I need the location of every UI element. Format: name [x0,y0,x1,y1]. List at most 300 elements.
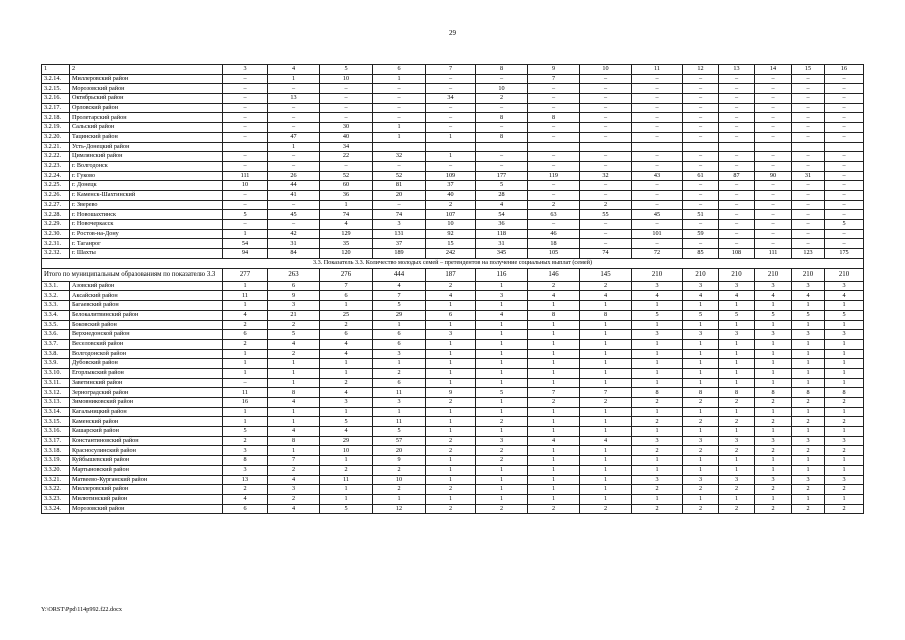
table-cell: – [683,190,719,200]
table-cell: 101 [632,229,683,239]
table-cell: 120 [320,249,373,259]
table-cell: 8 [476,132,528,142]
table-cell: 189 [373,249,426,259]
table-cell: 2 [719,504,755,514]
table-cell: 29 [373,310,426,320]
table-cell: 3.2.24. [42,171,70,181]
table-cell: 3 [373,349,426,359]
table-cell: 1 [580,320,632,330]
table-cell: 40 [320,132,373,142]
table-cell: 10 [373,475,426,485]
table-cell: 2 [792,446,825,456]
table-cell: – [632,132,683,142]
table-cell: – [755,132,792,142]
table-cell: 107 [426,210,476,220]
table-cell: 7 [528,74,580,84]
table-cell: – [719,220,755,230]
table-cell: 15 [426,239,476,249]
table-row [42,349,864,359]
table-cell: 1 [476,485,528,495]
table-cell: 1 [320,494,373,504]
table-cell: 1 [426,368,476,378]
table-row [42,94,864,104]
table-cell: 5 [719,310,755,320]
table-cell: – [632,181,683,191]
table-row [42,190,864,200]
table-cell: 4 [223,494,268,504]
table-cell: 4 [268,475,320,485]
table-cell: – [268,220,320,230]
table-cell: 1 [632,359,683,369]
table-cell: 7 [426,65,476,75]
table-cell: 3 [268,485,320,495]
table-cell: 3 [792,436,825,446]
table-cell: – [825,84,864,94]
table-cell: 4 [320,427,373,437]
table-cell: – [792,220,825,230]
table-cell: 345 [476,249,528,259]
table-cell: 2 [373,465,426,475]
table-cell: 1 [476,339,528,349]
table-cell: 5 [373,427,426,437]
total-value: 276 [320,268,373,281]
table-cell: – [580,181,632,191]
table-cell: Аксайский район [70,291,223,301]
table-cell: – [755,113,792,123]
table-cell: Миллеровский район [70,74,223,84]
table-cell: 1 [320,407,373,417]
table-cell: 3.3.3. [42,301,70,311]
table-cell: 1 [528,320,580,330]
table-cell: 4 [476,310,528,320]
table-cell: 84 [268,249,320,259]
table-cell: – [426,103,476,113]
table-cell: 1 [426,152,476,162]
table-row [42,320,864,330]
table-row [42,388,864,398]
table-cell: – [792,181,825,191]
table-cell: – [792,229,825,239]
table-cell: – [719,94,755,104]
table-cell: 4 [528,436,580,446]
table-cell: – [825,103,864,113]
table-cell: 3 [825,475,864,485]
table-cell: 3.3.5. [42,320,70,330]
table-cell: Веселовский район [70,339,223,349]
table-cell: 3.3.12. [42,388,70,398]
table-cell [426,142,476,152]
table-cell: Мартыновский район [70,465,223,475]
table-cell: 1 [476,378,528,388]
table-row [42,113,864,123]
table-cell: 3 [792,330,825,340]
table-cell: 35 [320,239,373,249]
table-cell: 45 [268,210,320,220]
table-cell: 6 [223,504,268,514]
table-cell: 4 [426,291,476,301]
table-cell: – [528,103,580,113]
table-cell: 3 [632,330,683,340]
table-row [42,249,864,259]
table-cell: 52 [373,171,426,181]
data-table [41,64,864,514]
table-cell: – [476,103,528,113]
table-cell: – [528,220,580,230]
table-cell: 46 [528,229,580,239]
table-cell: 2 [426,200,476,210]
table-cell: 4 [223,310,268,320]
table-cell: – [268,200,320,210]
table-cell: 105 [528,249,580,259]
table-cell: – [580,239,632,249]
table-cell: 1 [476,427,528,437]
table-cell: г. Каменск-Шахтинский [70,190,223,200]
table-cell: Милютинский район [70,494,223,504]
table-cell: 1 [476,349,528,359]
table-row [42,378,864,388]
table-cell: – [373,84,426,94]
table-cell: 1 [528,485,580,495]
table-cell: – [580,113,632,123]
table-cell: 3.2.17. [42,103,70,113]
table-cell: 92 [426,229,476,239]
table-cell: 1 [426,427,476,437]
table-cell: – [528,132,580,142]
table-row [42,132,864,142]
table-cell: 2 [792,417,825,427]
table-cell: – [632,123,683,133]
table-cell: 2 [426,504,476,514]
table-cell: 2 [825,398,864,408]
table-cell: 10 [476,84,528,94]
table-cell: 3 [792,475,825,485]
table-cell: 16 [223,398,268,408]
table-cell: 8 [223,456,268,466]
table-cell: Матвеево-Курганский район [70,475,223,485]
total-value: 210 [755,268,792,281]
table-cell: 4 [320,388,373,398]
table-cell: – [825,229,864,239]
table-cell: 1 [755,465,792,475]
total-label: Итого по муниципальным образованиям по показателю 3.3 [42,268,223,281]
table-cell: 6 [426,310,476,320]
table-cell: 7 [528,388,580,398]
table-cell: – [755,210,792,220]
table-cell: 3.3.24. [42,504,70,514]
table-cell: 3.3.6. [42,330,70,340]
table-cell: 74 [580,249,632,259]
table-cell: 5 [320,504,373,514]
table-cell: 90 [755,171,792,181]
table-cell: 42 [268,229,320,239]
table-cell: 1 [719,378,755,388]
table-cell: 1 [632,456,683,466]
table-cell: 3.2.16. [42,94,70,104]
table-cell: – [476,161,528,171]
table-cell: 3 [755,330,792,340]
table-cell: 1 [632,465,683,475]
table-cell: 10 [223,181,268,191]
table-cell: 2 [70,65,223,75]
table-cell: – [719,181,755,191]
table-cell: – [268,152,320,162]
table-cell: – [632,200,683,210]
table-cell: – [792,210,825,220]
table-cell: – [755,94,792,104]
table-row [42,200,864,210]
table-cell: 1 [719,339,755,349]
table-cell: 1 [373,123,426,133]
table-cell: 1 [580,494,632,504]
table-cell: 37 [426,181,476,191]
table-cell: – [373,161,426,171]
table-cell: 7 [580,388,632,398]
table-cell: 2 [268,349,320,359]
table-cell: – [719,103,755,113]
table-cell: 1 [426,359,476,369]
table-cell: – [755,200,792,210]
table-cell: 3.3.20. [42,465,70,475]
table-cell: 2 [373,368,426,378]
table-cell: 3.3.21. [42,475,70,485]
table-cell: – [683,94,719,104]
table-cell: 5 [223,210,268,220]
table-cell: 1 [320,200,373,210]
table-cell: 1 [825,427,864,437]
table-cell: г. Донецк [70,181,223,191]
table-cell [476,142,528,152]
table-cell: 3 [825,330,864,340]
table-cell: 2 [580,281,632,291]
table-cell: Волгодонской район [70,349,223,359]
table-cell: 1 [528,456,580,466]
table-cell: 3 [373,220,426,230]
table-cell: 118 [476,229,528,239]
table-cell: 6 [373,330,426,340]
table-cell: – [792,94,825,104]
table-cell: 3.2.21. [42,142,70,152]
table-cell: 1 [223,229,268,239]
table-cell: 10 [320,74,373,84]
table-body [42,65,864,514]
table-cell: 3 [755,436,792,446]
total-value: 146 [528,268,580,281]
table-cell: 1 [528,465,580,475]
table-cell: 109 [426,171,476,181]
table-cell: 44 [268,181,320,191]
table-cell: 1 [426,301,476,311]
table-cell: 2 [683,485,719,495]
table-cell: – [476,152,528,162]
table-cell: 1 [792,427,825,437]
table-cell: 4 [632,291,683,301]
table-cell: 1 [580,475,632,485]
table-cell: 9 [373,456,426,466]
table-cell: – [223,74,268,84]
table-cell: 1 [528,427,580,437]
table-cell: – [683,123,719,133]
table-cell: – [632,152,683,162]
table-cell: Морозовский район [70,84,223,94]
table-cell: – [580,94,632,104]
table-cell: 1 [683,427,719,437]
total-value: 263 [268,268,320,281]
table-cell: 1 [683,320,719,330]
table-cell: 2 [223,320,268,330]
table-cell: 2 [719,446,755,456]
table-cell: 1 [580,378,632,388]
table-cell: – [683,103,719,113]
table-cell: 5 [825,220,864,230]
table-cell: 31 [792,171,825,181]
table-cell: – [632,190,683,200]
table-cell: 74 [373,210,426,220]
table-cell: 1 [528,301,580,311]
table-cell: 25 [320,310,373,320]
table-cell: 2 [683,417,719,427]
table-cell: 1 [719,320,755,330]
table-cell: 3 [755,475,792,485]
table-cell: – [755,229,792,239]
table-cell: – [719,200,755,210]
table-cell: 61 [683,171,719,181]
table-cell: – [268,123,320,133]
table-cell: 3 [683,475,719,485]
table-cell: 1 [632,301,683,311]
table-cell: 52 [320,171,373,181]
table-row [42,161,864,171]
table-cell: – [223,113,268,123]
table-cell: 1 [528,446,580,456]
table-cell: – [792,123,825,133]
table-cell: 2 [476,417,528,427]
table-cell: 31 [268,239,320,249]
table-cell: 18 [528,239,580,249]
table-cell: – [223,220,268,230]
table-cell: 1 [792,368,825,378]
table-cell [373,142,426,152]
table-cell: 8 [792,388,825,398]
table-cell: – [792,103,825,113]
table-cell: 1 [683,465,719,475]
table-cell: 9 [426,388,476,398]
table-cell: – [755,190,792,200]
total-value: 210 [825,268,864,281]
table-cell: 3 [825,281,864,291]
table-cell: 131 [373,229,426,239]
section-title: 3.3. Показатель 3.3. Количество молодых семей – претендентов на получение социальных выплат (семей) [42,258,864,268]
table-cell: 11 [223,388,268,398]
table-cell: Усть-Донецкий район [70,142,223,152]
table-cell: – [223,161,268,171]
table-cell: 41 [268,190,320,200]
table-cell: 55 [580,210,632,220]
table-cell: 1 [268,378,320,388]
table-cell: 1 [580,446,632,456]
table-cell: 3 [683,330,719,340]
table-cell: 34 [320,142,373,152]
table-cell: 108 [719,249,755,259]
table-cell: 60 [320,181,373,191]
table-cell: 2 [683,504,719,514]
table-cell: – [373,113,426,123]
table-row [42,103,864,113]
table-cell: 1 [792,349,825,359]
table-cell: 26 [268,171,320,181]
table-cell: – [373,200,426,210]
table-cell: 34 [426,94,476,104]
table-row [42,210,864,220]
table-row [42,239,864,249]
table-cell: 1 [719,465,755,475]
table-cell: 43 [632,171,683,181]
table-cell: 3.2.29. [42,220,70,230]
table-cell: 2 [528,200,580,210]
table-cell: 59 [683,229,719,239]
table-cell: – [426,84,476,94]
table-cell: – [580,103,632,113]
table-cell: 2 [755,485,792,495]
table-cell: 1 [825,368,864,378]
table-cell: – [719,210,755,220]
table-cell: 4 [755,291,792,301]
table-cell [683,142,719,152]
table-cell: 1 [632,494,683,504]
table-cell: 36 [476,220,528,230]
table-cell: 1 [268,74,320,84]
table-cell: – [683,113,719,123]
table-cell: 16 [825,65,864,75]
total-value: 210 [683,268,719,281]
table-cell: – [223,190,268,200]
table-row [42,229,864,239]
table-cell: – [320,84,373,94]
table-cell: – [476,74,528,84]
table-cell: 37 [373,239,426,249]
table-cell: 4 [373,281,426,291]
table-cell: 8 [580,310,632,320]
table-cell: – [792,132,825,142]
table-cell: 1 [426,320,476,330]
table-cell: 1 [755,407,792,417]
table-cell: 2 [320,378,373,388]
table-cell: 3 [320,398,373,408]
table-cell: – [426,161,476,171]
table-cell: 1 [528,475,580,485]
table-cell: 1 [632,427,683,437]
table-cell: 3.2.22. [42,152,70,162]
table-cell: 2 [580,200,632,210]
table-cell: 1 [755,320,792,330]
table-cell: 3 [683,436,719,446]
table-cell: – [223,123,268,133]
table-cell: 1 [580,359,632,369]
table-cell: – [373,103,426,113]
table-cell: 2 [632,485,683,495]
table-cell: г. Новошахтинск [70,210,223,220]
total-value: 210 [792,268,825,281]
table-row [42,220,864,230]
table-cell: – [825,200,864,210]
table-cell: 1 [426,465,476,475]
table-cell: 1 [825,456,864,466]
table-cell: 2 [426,446,476,456]
table-cell: 1 [580,427,632,437]
table-cell: 1 [719,359,755,369]
table-cell: 111 [755,249,792,259]
table-cell: 1 [528,339,580,349]
table-cell [528,142,580,152]
